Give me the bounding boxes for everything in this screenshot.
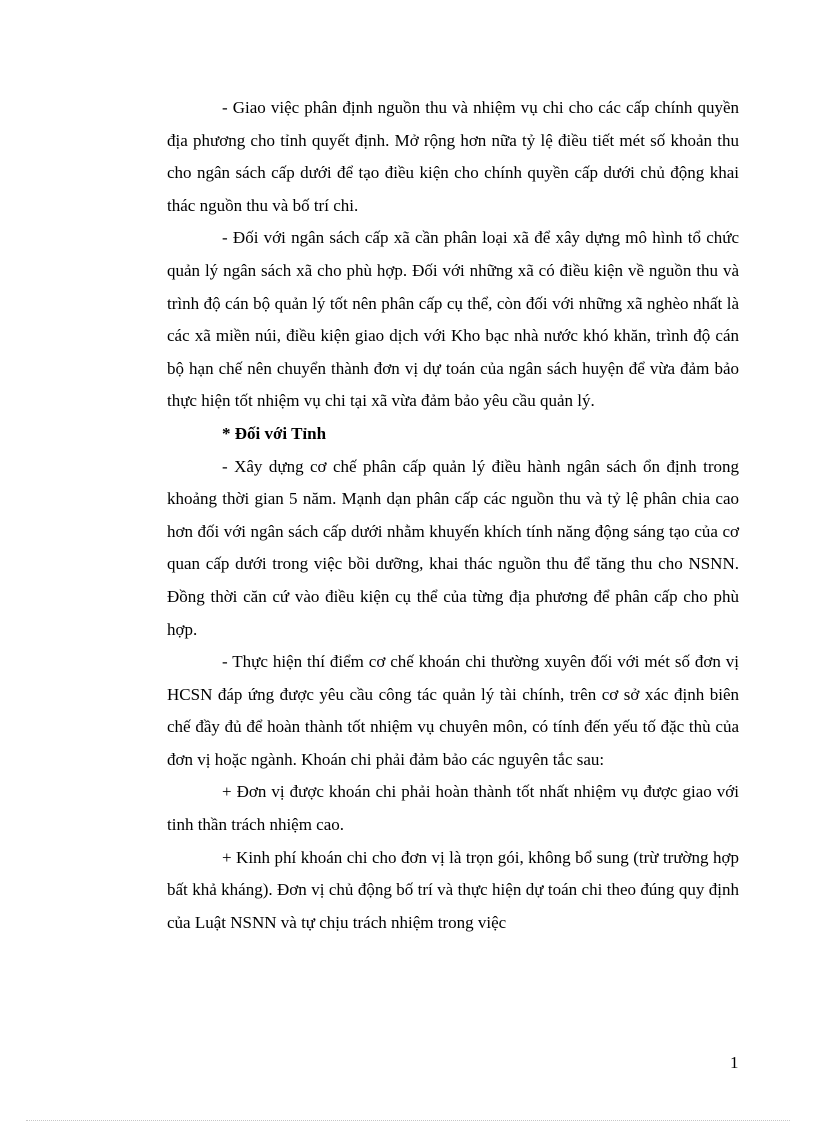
paragraph-principle-1: + Đơn vị được khoán chi phải hoàn thành tốt nhất nhiệm vụ được giao với tinh thần trách nhiệm cao. xyxy=(167,782,739,835)
section-heading-province: * Đối với Tỉnh xyxy=(222,423,327,443)
paragraph-decentralization-mechanism: - Xây dựng cơ chế phân cấp quản lý điều hành ngân sách ổn định trong khoảng thời gian 5 năm. Mạnh dạn phân cấp các nguồn thu và tỷ lệ phân chia cao hơn đối với ngân sách cấp dưới nhằm khuyến khích tính năng động sáng tạo của cơ quan cấp dưới trong việc bồi dưỡng, khai thác nguồn thu để tăng thu cho NSNN. Đồng thời căn cứ vào điều kiện cụ thể của từng địa phương để phân cấp cho phù hợp. xyxy=(167,456,739,639)
paragraph-local-revenue-allocation: - Giao việc phân định nguồn thu và nhiệm vụ chi cho các cấp chính quyền địa phương cho tỉnh quyết định. Mở rộng hơn nữa tỷ lệ điều tiết mét số khoản thu cho ngân sách cấp dưới để tạo điều kiện cho chính quyền cấp dưới chủ động khai thác nguồn thu và bố trí chi. xyxy=(167,98,739,215)
body-text xyxy=(167,92,739,939)
paragraph-principle-2: + Kinh phí khoán chi cho đơn vị là trọn gói, không bổ sung (trừ trường hợp bất khả kháng). Đơn vị chủ động bố trí và thực hiện dự toán chi theo đúng quy định của Luật NSNN và tự chịu trách nhiệm trong việc xyxy=(167,847,739,932)
page-bottom-divider xyxy=(26,1120,790,1121)
paragraph-commune-budget: - Đối với ngân sách cấp xã cần phân loại xã để xây dựng mô hình tổ chức quản lý ngân sách xã cho phù hợp. Đối với những xã có điều kiện về nguồn thu và trình độ cán bộ quản lý tốt nên phân cấp cụ thể, còn đối với những xã nghèo nhất là các xã miền núi, điều kiện giao dịch với Kho bạc nhà nước khó khăn, trình độ cán bộ hạn chế nên chuyển thành đơn vị dự toán của ngân sách huyện để vừa đảm bảo thực hiện tốt nhiệm vụ chi tại xã vừa đảm bảo yêu cầu quản lý. xyxy=(167,228,739,411)
page-number: 1 xyxy=(730,1053,739,1072)
paragraph-expenditure-contracting: - Thực hiện thí điểm cơ chế khoán chi thường xuyên đối với mét số đơn vị HCSN đáp ứng được yêu cầu công tác quản lý tài chính, trên cơ sở xác định biên chế đầy đủ để hoàn thành tốt nhiệm vụ chuyên môn, có tính đến yếu tố đặc thù của đơn vị hoặc ngành. Khoán chi phải đảm bảo các nguyên tắc sau: xyxy=(167,652,739,769)
